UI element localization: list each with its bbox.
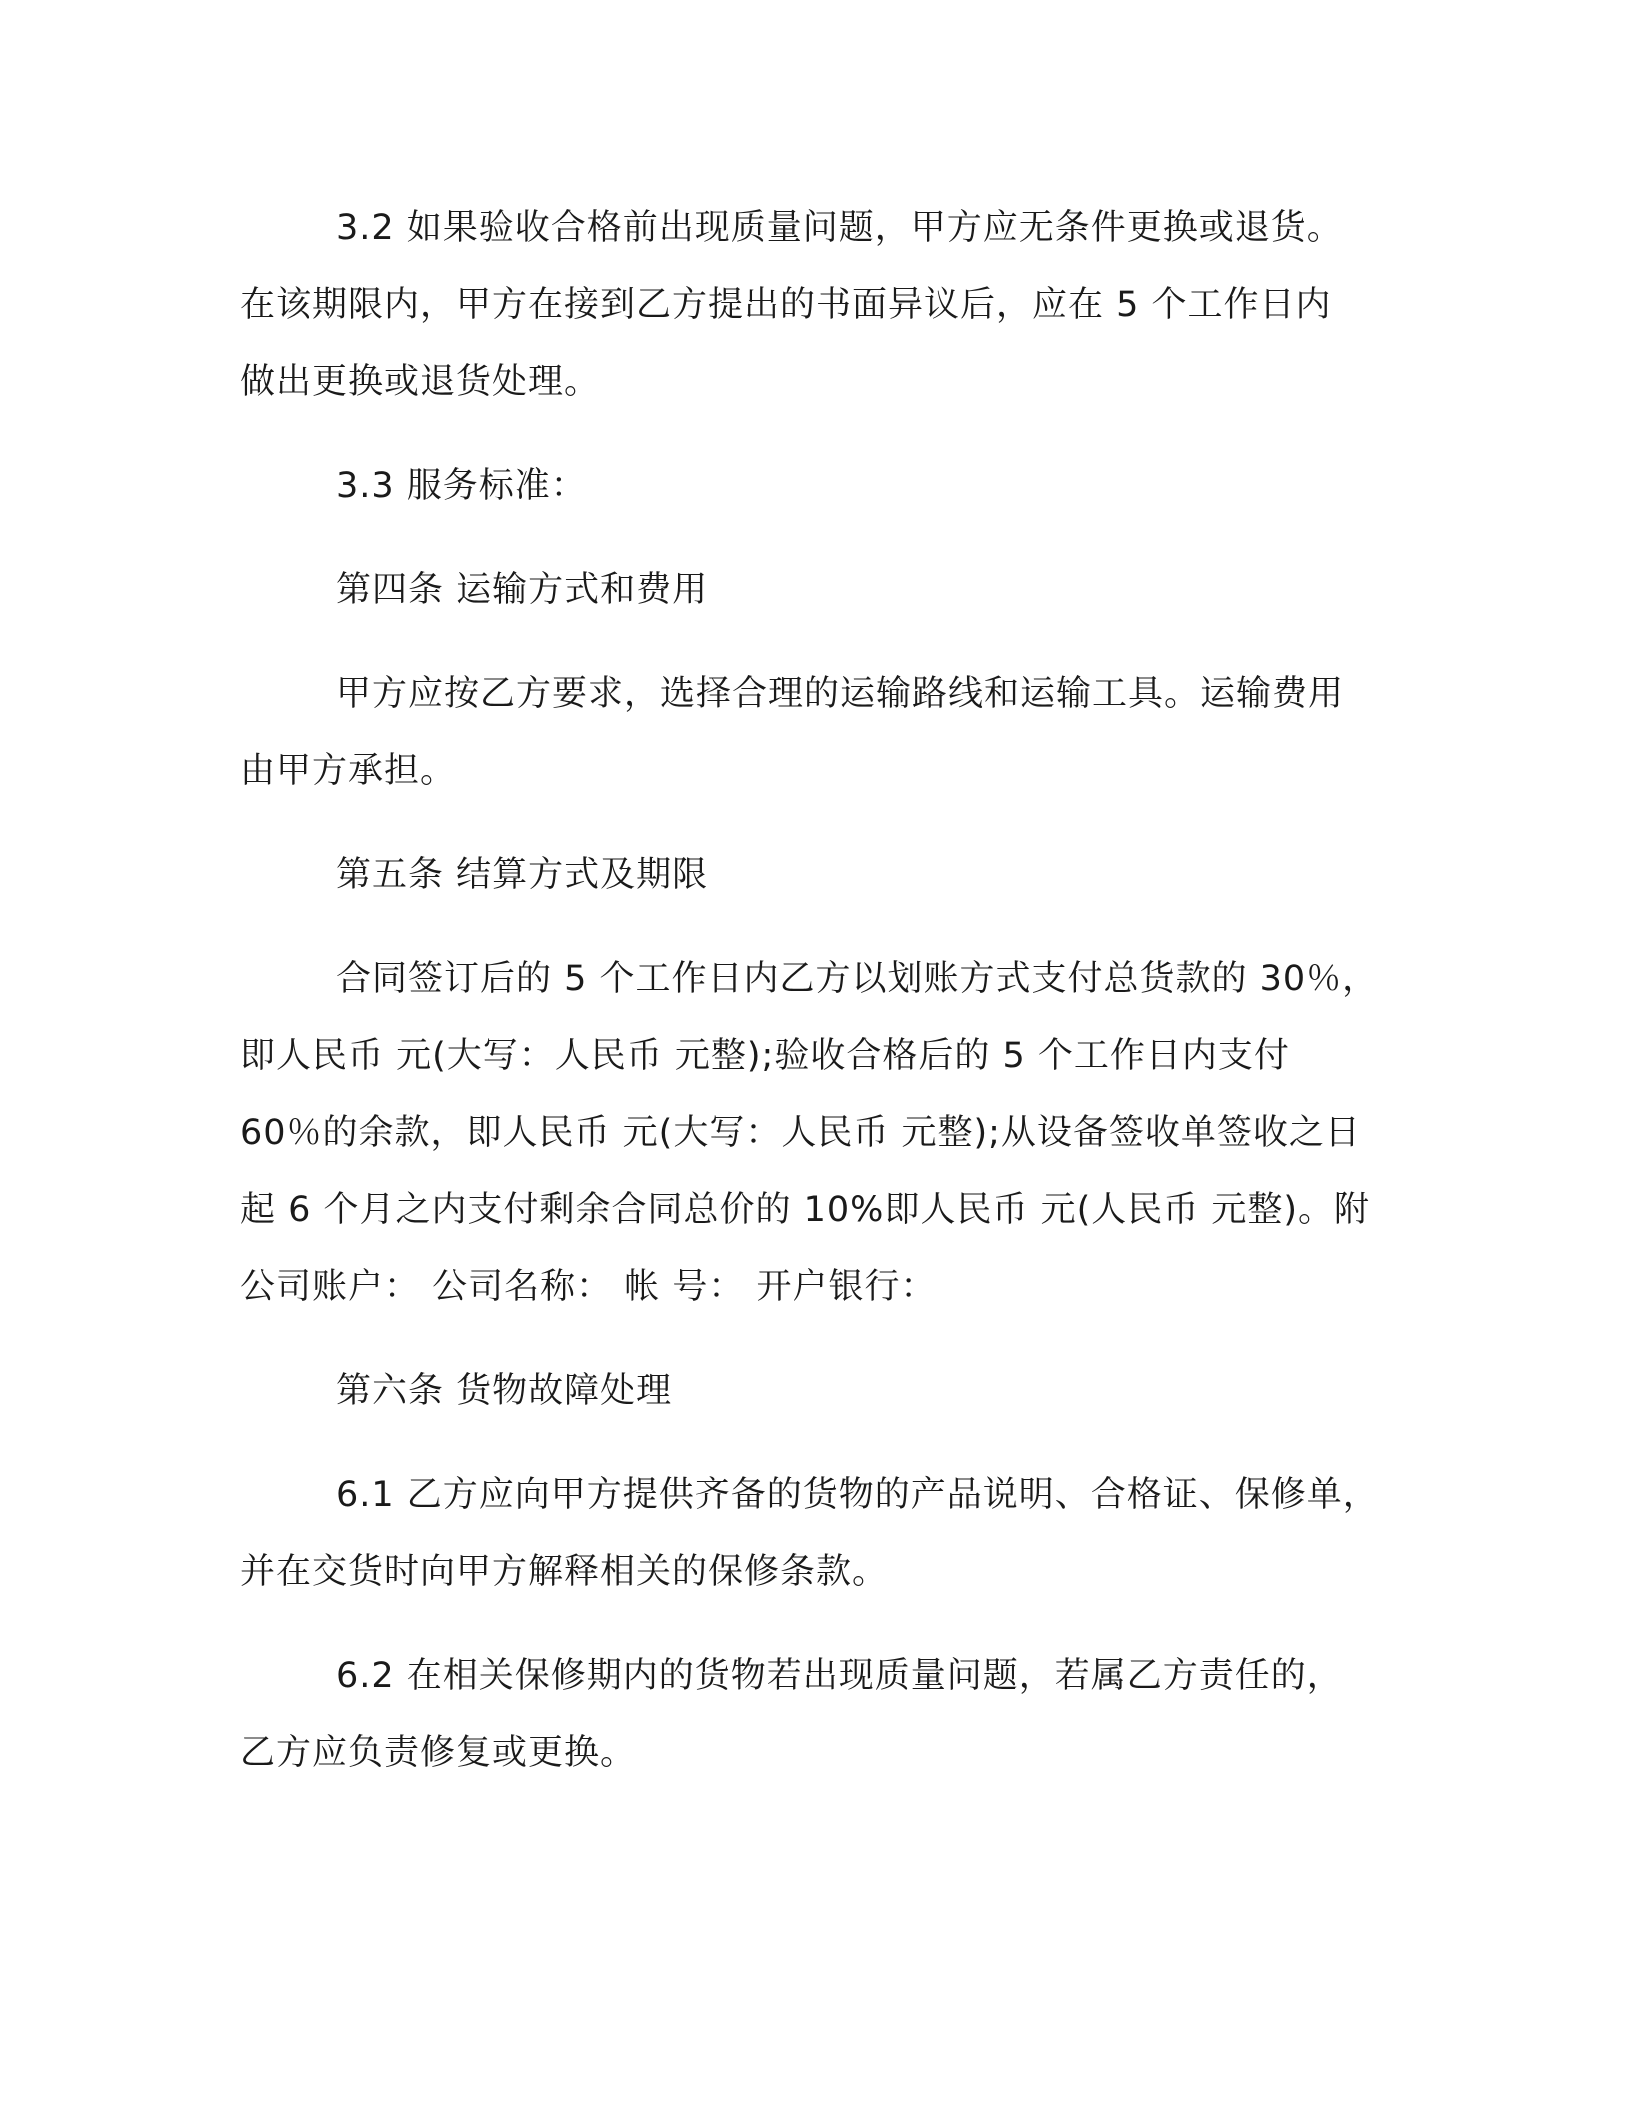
text-line: 甲方应按乙方要求，选择合理的运输路线和运输工具。运输费用	[336, 674, 1345, 714]
text-line: 60％的余款，即人民币 元(大写：人民币 元整);从设备签收单签收之日	[240, 1113, 1361, 1153]
clause-6-1-paragraph	[240, 1457, 1400, 1611]
text-line: 起 6 个月之内支付剩余合同总价的 10%即人民币 元(人民币 元整)。附	[240, 1190, 1371, 1230]
text-line: 做出更换或退货处理。	[240, 362, 601, 402]
text-line: 公司账户： 公司名称： 帐 号： 开户银行：	[240, 1267, 937, 1307]
clause-3-3-paragraph	[240, 448, 1400, 525]
document-body	[240, 190, 1400, 1819]
text-line: 合同签订后的 5 个工作日内乙方以划账方式支付总货款的 30％，	[336, 959, 1379, 999]
text-line: 3.2 如果验收合格前出现质量问题，甲方应无条件更换或退货。	[336, 208, 1343, 248]
article-4-body	[240, 656, 1400, 810]
heading-text: 第五条 结算方式及期限	[336, 855, 709, 895]
article-5-heading	[240, 837, 1400, 914]
heading-text: 第六条 货物故障处理	[336, 1371, 673, 1411]
article-5-body	[240, 941, 1400, 1326]
text-line: 6.1 乙方应向甲方提供齐备的货物的产品说明、合格证、保修单，	[336, 1475, 1379, 1515]
text-line: 即人民币 元(大写：人民币 元整);验收合格后的 5 个工作日内支付	[240, 1036, 1290, 1076]
clause-6-2-paragraph	[240, 1638, 1400, 1792]
text-line: 由甲方承担。	[240, 751, 457, 791]
text-line: 乙方应负责修复或更换。	[240, 1733, 637, 1773]
heading-text: 第四条 运输方式和费用	[336, 570, 709, 610]
text-line: 3.3 服务标准：	[336, 466, 587, 506]
article-6-heading	[240, 1353, 1400, 1430]
article-4-heading	[240, 552, 1400, 629]
text-line: 6.2 在相关保修期内的货物若出现质量问题，若属乙方责任的，	[336, 1656, 1343, 1696]
text-line: 并在交货时向甲方解释相关的保修条款。	[240, 1552, 889, 1592]
text-line: 在该期限内，甲方在接到乙方提出的书面异议后，应在 5 个工作日内	[240, 285, 1332, 325]
clause-3-2-paragraph	[240, 190, 1400, 421]
